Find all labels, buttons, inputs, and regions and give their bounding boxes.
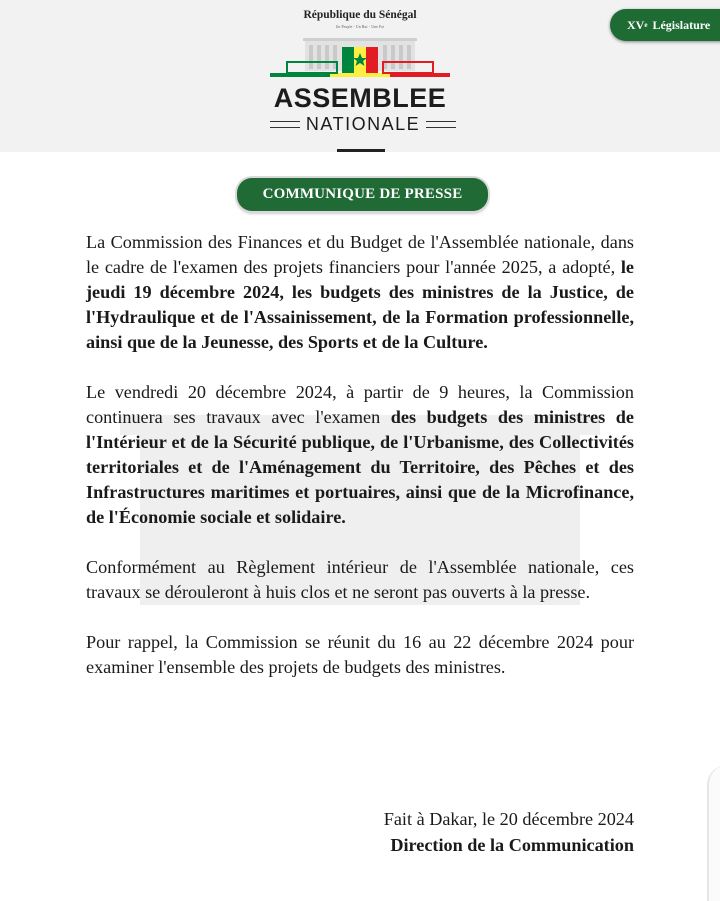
communique-title: COMMUNIQUE DE PRESSE (237, 178, 488, 211)
republic-title: République du Sénégal (303, 9, 417, 21)
header-divider (337, 149, 385, 152)
adoption-details: le jeudi 19 décembre 2024, les budgets des ministres de la Justice, de l'Hydraulique et de l'Assainissement, de la Formation professionnelle, ainsi que de la Jeunesse, des Sports et de la Culture. (86, 257, 634, 352)
legislature-sup: e (644, 21, 648, 29)
legislature-badge (610, 9, 720, 41)
press-release-body (86, 230, 634, 705)
divider (426, 121, 456, 128)
page-curl (707, 765, 720, 901)
assembly-building-emblem (265, 33, 455, 83)
paragraph-schedule (86, 380, 634, 530)
signature-block (384, 806, 634, 858)
adoption-intro: La Commission des Finances et du Budget de l'Assemblée nationale, dans le cadre de l'examen des projets financiers pour l'année 2025, a adopté, (86, 232, 634, 277)
issuing-office: Direction de la Communication (390, 835, 634, 855)
schedule-intro: Le vendredi 20 décembre 2024, à partir de 9 heures, la Commission continuera ses travaux avec l'examen (86, 382, 634, 427)
paragraph-reminder: Pour rappel, la Commission se réunit du 16 au 22 décembre 2024 pour examiner l'ensemble des projets de budgets des ministres. (86, 632, 634, 677)
legislature-label: Législature (652, 17, 711, 32)
paragraph-adoption (86, 230, 634, 355)
institution-subtitle: NATIONALE (305, 114, 421, 134)
place-date: Fait à Dakar, le 20 décembre 2024 (383, 809, 634, 829)
legislature-number: XV (627, 17, 645, 32)
schedule-details: des budgets des ministres de l'Intérieur et de la Sécurité publique, de l'Urbanisme, des Collectivités territoriales et de l'Aménagement du Territoire, des Pêches et des Infrastructures maritimes et portuaires, ainsi que de la Microfinance, de l'Économie sociale et solidaire. (86, 407, 634, 527)
institution-name: ASSEMBLEE (273, 83, 447, 113)
national-motto: Un Peuple - Un But - Une Foi (335, 25, 385, 29)
institution-subtitle-row (270, 114, 456, 134)
divider (270, 121, 300, 128)
paragraph-closed-session: Conformément au Règlement intérieur de l'Assemblée nationale, ces travaux se dérouleront à huis clos et ne seront pas ouverts à la presse. (86, 557, 634, 602)
